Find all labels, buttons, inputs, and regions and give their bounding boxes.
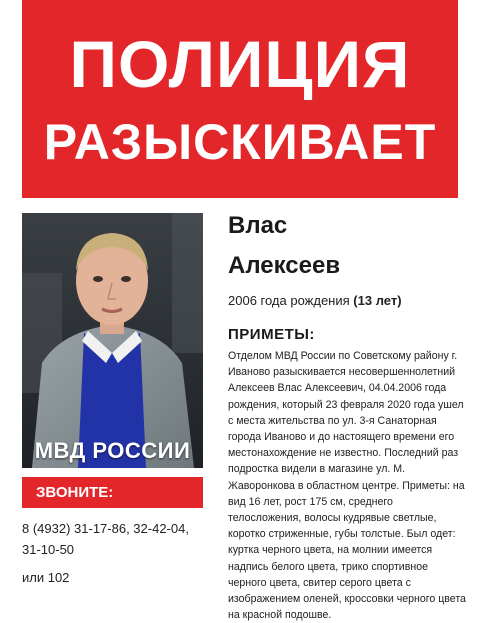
banner-title-wanted: РАЗЫСКИВАЕТ [43,114,437,170]
wanted-banner [22,0,458,198]
signs-description: Отделом МВД России по Советскому району г. Иваново разыскивается несовершеннолетний Алексеев Влас Алексеевич, 04.04.2006 года рождения, который 23 февраля 2020 года ушел с места жительства по ул. 3-я Санаторная города Иваново и до настоящего времени его местонахождение не известно. Последний раз подростка видели в магазине ул. М. Жаворонкова в областном центре. Приметы: на вид 16 лет, рост 175 см, среднего телосложения, волосы кудрявые светлые, коротко стриженные, губы толстые. Был одет: куртка черного цвета, на молнии имеется надпись белого цвета, трико спортивное черного цвета, свитер серого цвета с изображением оленей, кроссовки черного цвета на красной подошве. [228,350,466,622]
phone-numbers: 8 (4932) 31-17-86, 32-42-04, 31-10-50 [22,521,189,557]
alternative-number: или 102 [22,570,70,585]
age: (13 лет) [353,293,402,308]
missing-person-photo [22,213,203,468]
call-label-box: ЗВОНИТЕ: [22,477,203,508]
signs-heading: ПРИМЕТЫ: [228,326,315,343]
photo-watermark: МВД РОССИИ [34,438,191,463]
first-name: Влас [228,212,288,239]
person-name [228,206,340,286]
portrait-image [22,213,203,468]
birth-info [228,293,402,308]
birth-year: 2006 года рождения [228,293,350,308]
banner-title-police: ПОЛИЦИЯ [69,27,411,101]
last-name: Алексеев [228,252,341,279]
